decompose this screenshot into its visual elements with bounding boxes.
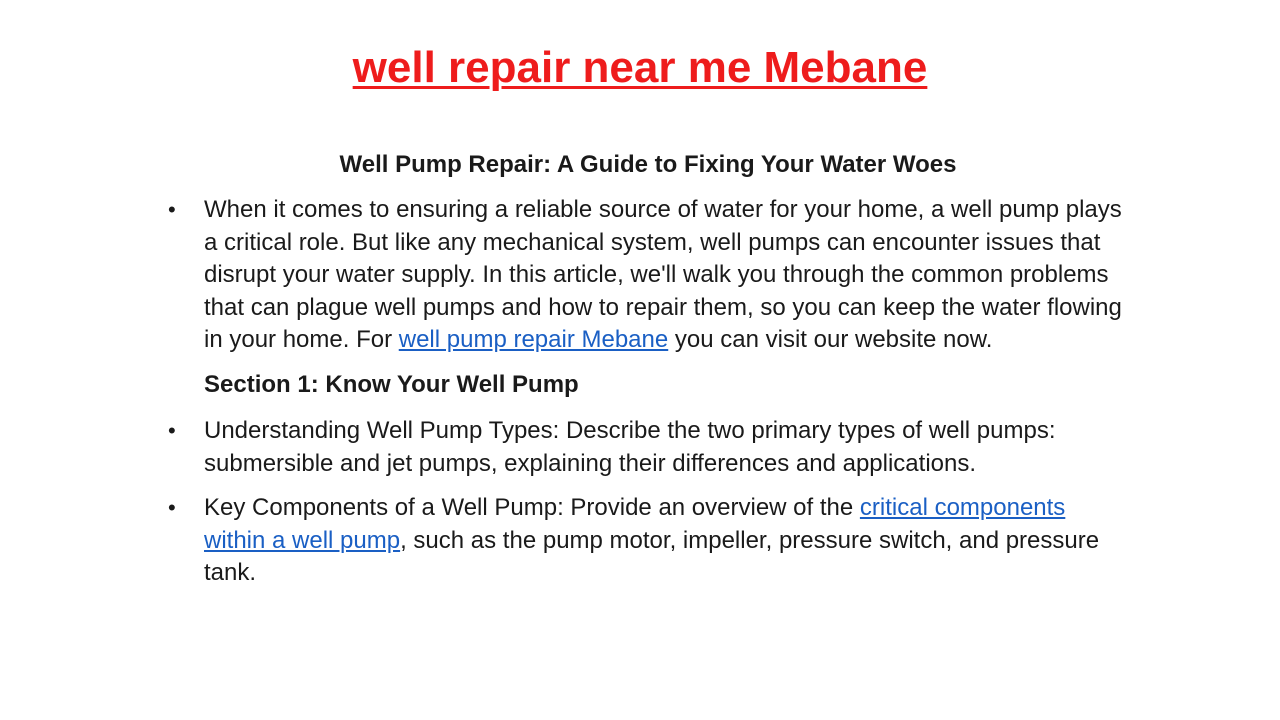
intro-text-after-link: you can visit our website now.	[668, 326, 993, 353]
bullet-icon: •	[168, 495, 176, 520]
components-text-before-link: Key Components of a Well Pump: Provide an overview of the	[204, 494, 860, 521]
intro-text-before-link: When it comes to ensuring a reliable source of water for your home, a well pump plays a critical role. But like any mechanical system, well pumps can encounter issues that disrupt your water supply. In this article, we'll walk you through the common problems that can plague well pumps and how to repair them, so you can keep the water flowing in your home. For	[204, 196, 1122, 353]
well-pump-repair-link[interactable]: well pump repair Mebane	[398, 326, 669, 353]
slide-title	[0, 40, 1280, 96]
bullet-icon: •	[168, 197, 176, 222]
slide-subtitle: Well Pump Repair: A Guide to Fixing Your Water Woes	[339, 151, 957, 178]
pump-types-text: Understanding Well Pump Types: Describe the two primary types of well pumps: submersible and jet pumps, explaining their differences and applications.	[204, 417, 1056, 477]
bullet-paragraph-pump-types	[168, 415, 1128, 480]
bullet-paragraph-intro	[168, 194, 1128, 357]
critical-components-link[interactable]: critical components within a well pump	[204, 494, 1066, 554]
components-text-after-link: , such as the pump motor, impeller, pressure switch, and pressure tank.	[204, 526, 1100, 586]
section1-heading: Section 1: Know Your Well Pump	[204, 370, 579, 398]
slide-body	[168, 148, 1128, 602]
bullet-icon: •	[168, 418, 176, 443]
slide-title-text: well repair near me Mebane	[352, 43, 928, 92]
bullet-paragraph-components	[168, 492, 1128, 590]
